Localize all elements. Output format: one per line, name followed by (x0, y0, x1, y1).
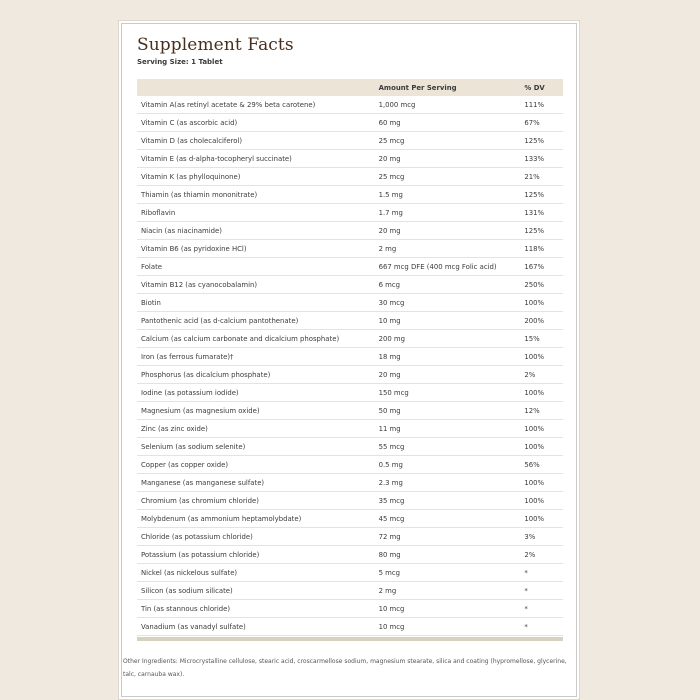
table-row (137, 330, 563, 348)
dv-cell: 125% (520, 222, 563, 240)
dv-cell: 2% (520, 366, 563, 384)
nutrient-cell: Iron (as ferrous fumarate)† (137, 348, 375, 366)
page-title: Supplement Facts (137, 35, 294, 55)
amount-cell: 30 mcg (375, 294, 521, 312)
nutrient-cell: Chloride (as potassium chloride) (137, 528, 375, 546)
amount-cell: 6 mcg (375, 276, 521, 294)
table-row (137, 276, 563, 294)
nutrient-cell: Tin (as stannous chloride) (137, 600, 375, 618)
nutrient-cell: Vitamin C (as ascorbic acid) (137, 114, 375, 132)
dv-cell: 100% (520, 510, 563, 528)
table-row (137, 582, 563, 600)
nutrient-cell: Vitamin B6 (as pyridoxine HCl) (137, 240, 375, 258)
table-row (137, 258, 563, 276)
table-row (137, 312, 563, 330)
table-row (137, 96, 563, 114)
amount-cell: 10 mcg (375, 600, 521, 618)
amount-cell: 200 mg (375, 330, 521, 348)
nutrient-cell: Biotin (137, 294, 375, 312)
dv-cell: 100% (520, 438, 563, 456)
table-row (137, 294, 563, 312)
nutrient-cell: Molybdenum (as ammonium heptamolybdate) (137, 510, 375, 528)
dv-cell: 125% (520, 186, 563, 204)
amount-cell: 1.5 mg (375, 186, 521, 204)
nutrient-cell: Vitamin E (as d-alpha-tocopheryl succinate) (137, 150, 375, 168)
amount-cell: 2 mg (375, 240, 521, 258)
nutrient-cell: Zinc (as zinc oxide) (137, 420, 375, 438)
dv-cell: * (520, 564, 563, 582)
amount-cell: 80 mg (375, 546, 521, 564)
table-row (137, 474, 563, 492)
dv-cell: * (520, 600, 563, 618)
table-row (137, 348, 563, 366)
table-row (137, 132, 563, 150)
amount-cell: 10 mcg (375, 618, 521, 636)
table-row (137, 204, 563, 222)
dv-cell: 100% (520, 474, 563, 492)
dv-cell: 167% (520, 258, 563, 276)
supplement-facts-panel (118, 20, 580, 700)
amount-cell: 1.7 mg (375, 204, 521, 222)
table-row (137, 384, 563, 402)
nutrient-cell: Riboflavin (137, 204, 375, 222)
dv-cell: 3% (520, 528, 563, 546)
table-row (137, 564, 563, 582)
dv-cell: * (520, 582, 563, 600)
dv-cell: 200% (520, 312, 563, 330)
table-row (137, 222, 563, 240)
nutrient-cell: Vitamin A(as retinyl acetate & 29% beta carotene) (137, 96, 375, 114)
dv-cell: 133% (520, 150, 563, 168)
amount-cell: 18 mg (375, 348, 521, 366)
table-body (137, 96, 563, 636)
dv-cell: 250% (520, 276, 563, 294)
amount-cell: 1,000 mcg (375, 96, 521, 114)
amount-cell: 0.5 mg (375, 456, 521, 474)
nutrient-cell: Nickel (as nickelous sulfate) (137, 564, 375, 582)
nutrient-cell: Silicon (as sodium silicate) (137, 582, 375, 600)
nutrient-cell: Niacin (as niacinamide) (137, 222, 375, 240)
dv-cell: 15% (520, 330, 563, 348)
amount-cell: 55 mcg (375, 438, 521, 456)
dv-cell: 2% (520, 546, 563, 564)
nutrient-cell: Chromium (as chromium chloride) (137, 492, 375, 510)
table-row (137, 240, 563, 258)
amount-cell: 20 mg (375, 150, 521, 168)
table-row (137, 168, 563, 186)
amount-cell: 2 mg (375, 582, 521, 600)
amount-cell: 5 mcg (375, 564, 521, 582)
column-header-amount: Amount Per Serving (375, 79, 521, 96)
dv-cell: 118% (520, 240, 563, 258)
table-row (137, 438, 563, 456)
table-row (137, 420, 563, 438)
amount-cell: 50 mg (375, 402, 521, 420)
dv-cell: 12% (520, 402, 563, 420)
table-row (137, 546, 563, 564)
nutrient-cell: Thiamin (as thiamin mononitrate) (137, 186, 375, 204)
table-row (137, 510, 563, 528)
dv-cell: * (520, 618, 563, 636)
nutrient-cell: Potassium (as potassium chloride) (137, 546, 375, 564)
amount-cell: 25 mcg (375, 132, 521, 150)
table-row (137, 186, 563, 204)
amount-cell: 150 mcg (375, 384, 521, 402)
nutrient-cell: Manganese (as manganese sulfate) (137, 474, 375, 492)
nutrient-cell: Vitamin D (as cholecalciferol) (137, 132, 375, 150)
nutrient-cell: Phosphorus (as dicalcium phosphate) (137, 366, 375, 384)
dv-cell: 125% (520, 132, 563, 150)
dv-cell: 111% (520, 96, 563, 114)
dv-cell: 56% (520, 456, 563, 474)
nutrient-cell: Copper (as copper oxide) (137, 456, 375, 474)
nutrient-cell: Vitamin K (as phylloquinone) (137, 168, 375, 186)
amount-cell: 35 mcg (375, 492, 521, 510)
table-header-row (137, 79, 563, 96)
table-row (137, 114, 563, 132)
supplement-facts-table (137, 79, 563, 636)
amount-cell: 667 mcg DFE (400 mcg Folic acid) (375, 258, 521, 276)
nutrient-cell: Folate (137, 258, 375, 276)
nutrient-cell: Pantothenic acid (as d-calcium pantothenate) (137, 312, 375, 330)
column-header-dv: % DV (520, 79, 563, 96)
dv-cell: 21% (520, 168, 563, 186)
amount-cell: 11 mg (375, 420, 521, 438)
nutrient-cell: Iodine (as potassium iodide) (137, 384, 375, 402)
nutrient-cell: Vanadium (as vanadyl sulfate) (137, 618, 375, 636)
table-row (137, 456, 563, 474)
amount-cell: 45 mcg (375, 510, 521, 528)
dv-cell: 100% (520, 492, 563, 510)
nutrient-cell: Vitamin B12 (as cyanocobalamin) (137, 276, 375, 294)
table-footer-bar (137, 637, 563, 641)
table-row (137, 600, 563, 618)
table-row (137, 618, 563, 636)
amount-cell: 20 mg (375, 366, 521, 384)
dv-cell: 100% (520, 420, 563, 438)
amount-cell: 25 mcg (375, 168, 521, 186)
dv-cell: 131% (520, 204, 563, 222)
table-row (137, 492, 563, 510)
table-row (137, 528, 563, 546)
table-row (137, 150, 563, 168)
table-row (137, 366, 563, 384)
nutrient-cell: Selenium (as sodium selenite) (137, 438, 375, 456)
amount-cell: 2.3 mg (375, 474, 521, 492)
amount-cell: 20 mg (375, 222, 521, 240)
amount-cell: 10 mg (375, 312, 521, 330)
amount-cell: 60 mg (375, 114, 521, 132)
nutrient-cell: Magnesium (as magnesium oxide) (137, 402, 375, 420)
amount-cell: 72 mg (375, 528, 521, 546)
nutrient-cell: Calcium (as calcium carbonate and dicalcium phosphate) (137, 330, 375, 348)
other-ingredients: Other Ingredients: Microcrystalline cellulose, stearic acid, croscarmellose sodium, magnesium stearate, silica and coating (hypromellose, glycerine, talc, carnauba wax). (123, 658, 567, 678)
table-row (137, 402, 563, 420)
dv-cell: 100% (520, 384, 563, 402)
dv-cell: 100% (520, 294, 563, 312)
dv-cell: 67% (520, 114, 563, 132)
serving-size: Serving Size: 1 Tablet (137, 58, 223, 66)
dv-cell: 100% (520, 348, 563, 366)
column-header-nutrient (137, 79, 375, 96)
